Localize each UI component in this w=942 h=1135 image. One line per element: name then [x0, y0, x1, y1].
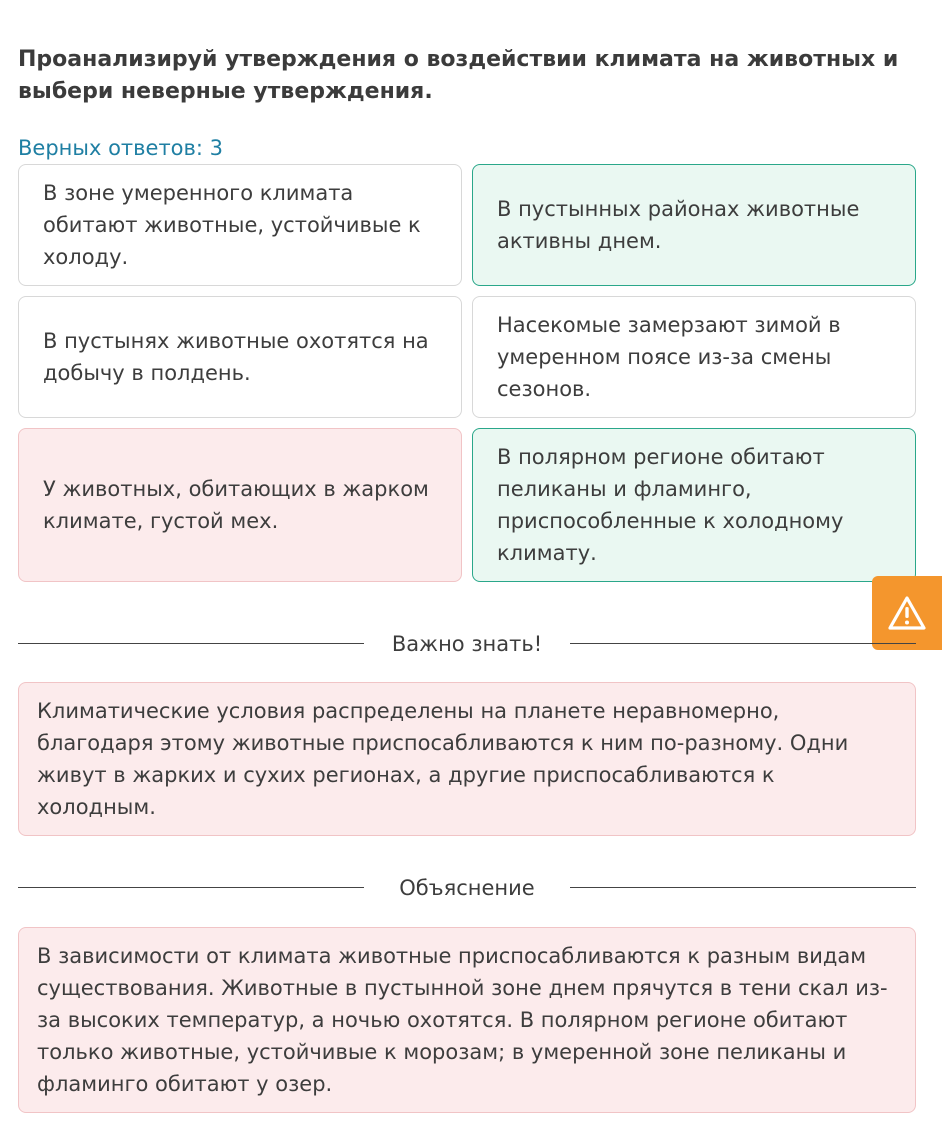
option-card-6[interactable] — [472, 428, 916, 582]
important-divider — [18, 629, 916, 659]
explanation-title: Объяснение — [399, 876, 535, 900]
option-card-4[interactable] — [472, 296, 916, 418]
explanation-divider — [18, 873, 916, 903]
option-card-2[interactable] — [472, 164, 916, 286]
option-card-5[interactable] — [18, 428, 462, 582]
explanation-box: В зависимости от климата животные приспосабливаются к разным видам существования. Животные в пустынной зоне днем прячутся в тени скал из-за высоких температур, а ночью охотятся. В полярном регионе обитают только животные, устойчивые к морозам; в умеренной зоне пеликаны и фламинго обитают у озер. — [18, 927, 916, 1113]
important-title: Важно знать! — [391, 632, 543, 656]
option-text: В полярном регионе обитают пеликаны и фламинго, приспособленные к холодному климату. — [497, 445, 844, 565]
option-text: В пустынных районах животные активны днем. — [497, 197, 860, 253]
option-text: В пустынях животные охотятся на добычу в полдень. — [43, 329, 429, 385]
correct-answers-count: Верных ответов: 3 — [18, 136, 224, 160]
divider-line-right — [570, 643, 916, 644]
divider-line-right — [570, 887, 916, 888]
option-text: В зоне умеренного климата обитают животные, устойчивые к холоду. — [43, 181, 421, 269]
option-card-1[interactable] — [18, 164, 462, 286]
warning-triangle-icon — [887, 595, 927, 631]
option-card-3[interactable] — [18, 296, 462, 418]
option-text: У животных, обитающих в жарком климате, густой мех. — [43, 477, 429, 533]
option-text: Насекомые замерзают зимой в умеренном поясе из-за смены сезонов. — [497, 313, 841, 401]
important-info-box: Климатические условия распределены на планете неравномерно, благодаря этому животные приспосабливаются к ним по-разному. Одни живут в жарких и сухих регионах, а другие приспосабливаются к холодным. — [18, 682, 916, 836]
question-text: Проанализируй утверждения о воздействии климата на животных и выбери неверные утверждения. — [18, 47, 899, 104]
